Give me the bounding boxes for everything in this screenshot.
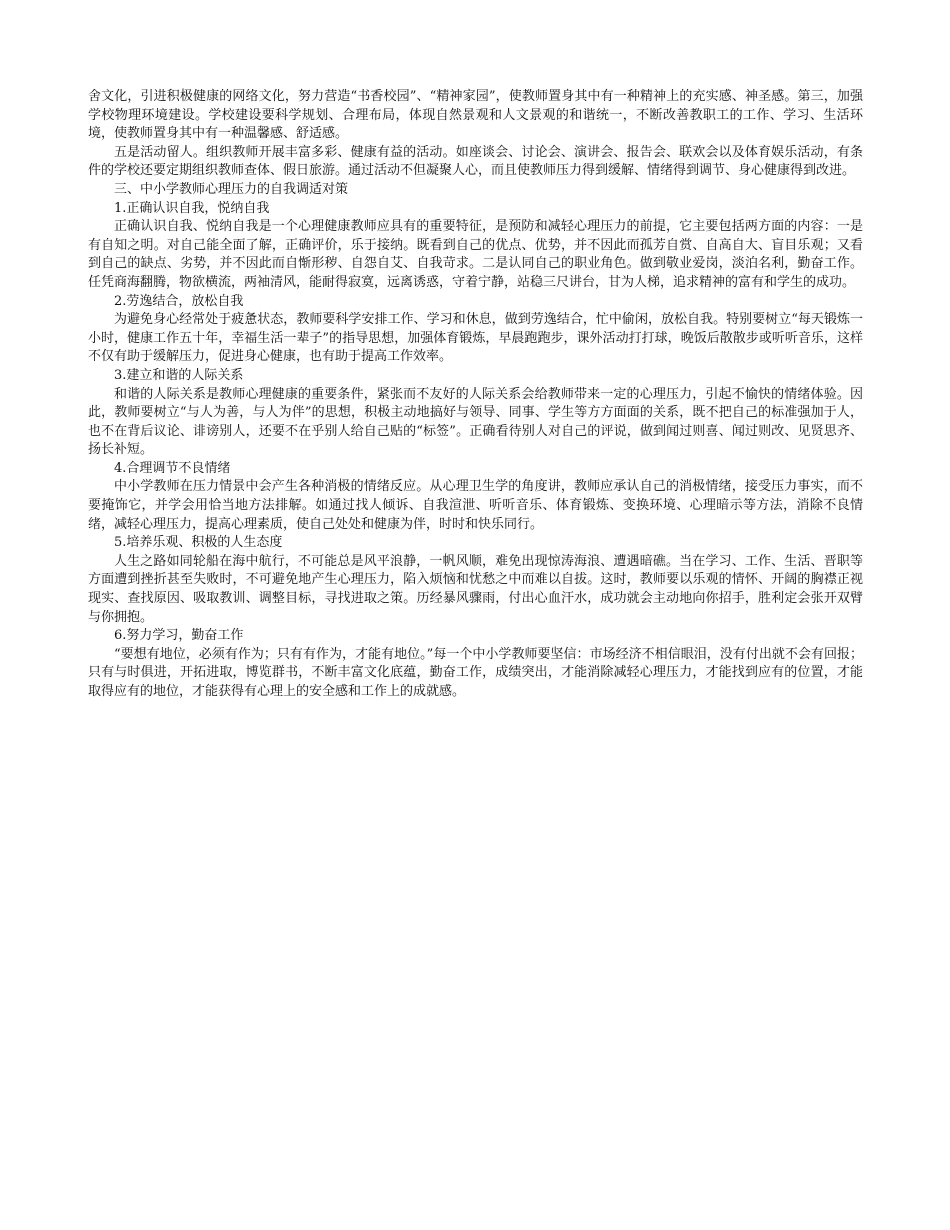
paragraph-emotions: 中小学教师在压力情景中会产生各种消极的情绪反应。从心理卫生学的角度讲，教师应承认自己的消极情绪，接受压力事实，而不要掩饰它，并学会用恰当地方法排解。如通过找人倾诉、自我渲泄、听听音乐、体育锻炼、变换环境、心理暗示等方法，消除不良情绪，减轻心理压力，提高心理素质，使自己处处和健康为伴，时时和快乐同行。 xyxy=(88,479,863,532)
paragraph-optimism: 人生之路如同轮船在海中航行，不可能总是风平浪静，一帆风顺，难免出现惊涛海浪、遭遇暗礁。当在学习、工作、生活、晋职等方面遭到挫折甚至失败时，不可避免地产生心理压力，陷入烦恼和忧愁之中而难以自拔。这时，教师要以乐观的情怀、开阔的胸襟正视现实、查找原因、吸取教训、调整目标，寻找进取之策。历经暴风骤雨，付出心血汗水，成功就会主动地向你招手，胜利定会张开双臂与你拥抱。 xyxy=(88,553,863,625)
subheading-1: 1.正确认识自我，悦纳自我 xyxy=(114,200,270,216)
paragraph-self-acceptance: 正确认识自我、悦纳自我是一个心理健康教师应具有的重要特征，是预防和减轻心理压力的前提，它主要包括两方面的内容：一是有自知之明。对自己能全面了解，正确评价，乐于接纳。既看到自己的优点、优势，并不因此而孤芳自赏、自高自大、盲目乐观；又看到自己的缺点、劣势，并不因此而自惭形秽、自怨自艾、自我苛求。二是认同自己的职业角色。做到敬业爱岗，淡泊名利，勤奋工作。任凭商海翻腾，物欲横流，两袖清风，能耐得寂寞，远离诱惑，守着宁静，站稳三尺讲台，甘为人梯，追求精神的富有和学生的成功。 xyxy=(88,219,863,290)
paragraph-continuation: 舍文化，引进积极健康的网络文化，努力营造“书香校园”、“精神家园”，使教师置身其中有一种精神上的充实感、神圣感。第三，加强学校物理环境建设。学校建设要科学规划、合理布局，体现自然景观和人文景观的和谐统一，不断改善教职工的工作、学习、生活环境，使教师置身其中有一种温馨感、舒适感。 xyxy=(88,89,863,142)
paragraph-study-work: “要想有地位，必须有作为；只有有作为，才能有地位。”每一个中小学教师要坚信：市场经济不相信眼泪，没有付出就不会有回报；只有与时俱进，开拓进取，博览群书，不断丰富文化底蕴，勤奋工作，成绩突出，才能消除减轻心理压力，才能找到应有的位置，才能取得应有的地位，才能获得有心理上的安全感和工作上的成就感。 xyxy=(88,646,863,699)
subheading-2: 2.劳逸结合，放松自我 xyxy=(114,293,244,309)
subheading-3: 3.建立和谐的人际关系 xyxy=(114,367,244,383)
section-heading-3: 三、中小学教师心理压力的自我调适对策 xyxy=(114,181,349,197)
paragraph-relationships: 和谐的人际关系是教师心理健康的重要条件，紧张而不友好的人际关系会给教师带来一定的心理压力，引起不愉快的情绪体验。因此，教师要树立“与人为善，与人为伴”的思想，积极主动地搞好与领导、同事、学生等方方面面的关系，既不把自己的标准强加于人，也不在背后议论、诽谤别人，还要不在乎别人给自己贴的“标签”。正确看待别人对自己的评说，做到闻过则喜、闻过则改、见贤思齐、扬长补短。 xyxy=(88,386,863,458)
paragraph-activities: 五是活动留人。组织教师开展丰富多彩、健康有益的活动。如座谈会、讨论会、演讲会、报告会、联欢会以及体育娱乐活动，有条件的学校还要定期组织教师查体、假日旅游。通过活动不但凝聚人心，而且使教师压力得到缓解、情绪得到调节、身心健康得到改进。 xyxy=(88,144,863,179)
document-page xyxy=(88,88,863,702)
subheading-5: 5.培养乐观、积极的人生态度 xyxy=(114,535,283,551)
subheading-4: 4.合理调节不良情绪 xyxy=(114,460,231,476)
paragraph-work-rest: 为避免身心经常处于疲惫状态，教师要科学安排工作、学习和休息，做到劳逸结合，忙中偷闲，放松自我。特别要树立“每天锻炼一小时，健康工作五十年，幸福生活一辈子”的指导思想，加强体育锻炼，早晨跑跑步，课外活动打打球，晚饭后散散步或听听音乐，这样不仅有助于缓解压力，促进身心健康，也有助于提高工作效率。 xyxy=(88,312,863,365)
subheading-6: 6.努力学习，勤奋工作 xyxy=(114,628,244,644)
